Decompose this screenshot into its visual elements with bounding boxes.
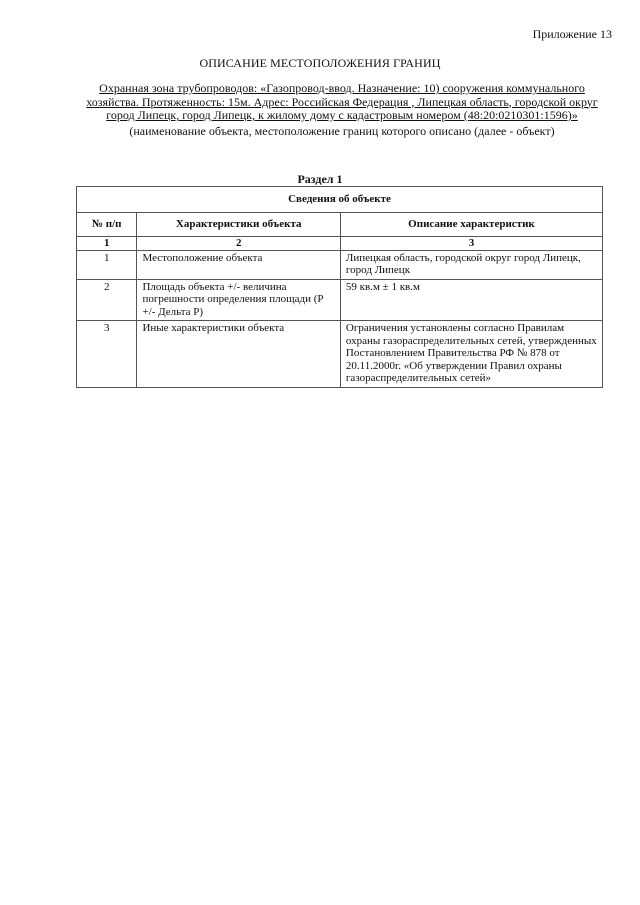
object-info-table	[76, 186, 603, 388]
column-header-description: Описание характеристик	[340, 213, 602, 237]
table-row	[77, 321, 603, 388]
appendix-label: Приложение 13	[532, 27, 612, 41]
row-characteristic: Местоположение объекта	[137, 250, 340, 279]
table-row	[77, 250, 603, 279]
table-header-row	[77, 213, 603, 237]
row-number: 3	[77, 321, 137, 388]
table-caption: Сведения об объекте	[77, 187, 603, 213]
object-description	[80, 82, 604, 138]
object-caption: (наименование объекта, местоположение границ которого описано (далее - объект)	[129, 123, 555, 138]
row-characteristic: Площадь объекта +/- величина погрешности определения площади (Р +/- Дельта Р)	[137, 279, 340, 321]
table-caption-row	[77, 187, 603, 213]
object-name: Охранная зона трубопроводов: «Газопровод-ввод. Назначение: 10) сооружения коммунального хозяйства. Протяженность: 15м. Адрес: Российская Федерация , Липецкая область, городской округ город Липецк, город Липецк, к жилому дому с кадастровым номером (48:20:0210301:1596)»	[86, 81, 598, 122]
table-row	[77, 279, 603, 321]
column-number-2: 2	[137, 237, 340, 251]
column-number-row	[77, 237, 603, 251]
document-title: ОПИСАНИЕ МЕСТОПОЛОЖЕНИЯ ГРАНИЦ	[199, 56, 441, 70]
column-number-1: 1	[77, 237, 137, 251]
row-description: Ограничения установлены согласно Правилам охраны газораспределительных сетей, утвержденных Постановлением Правительства РФ № 878 от 20.11.2000г. «Об утверждении Правил охраны газораспределительных сетей»	[340, 321, 602, 388]
row-characteristic: Иные характеристики объекта	[137, 321, 340, 388]
column-header-number: № п/п	[77, 213, 137, 237]
row-description: 59 кв.м ± 1 кв.м	[340, 279, 602, 321]
row-number: 1	[77, 250, 137, 279]
column-number-3: 3	[340, 237, 602, 251]
row-number: 2	[77, 279, 137, 321]
row-description: Липецкая область, городской округ город Липецк, город Липецк	[340, 250, 602, 279]
section-title: Раздел 1	[297, 172, 343, 186]
column-header-characteristic: Характеристики объекта	[137, 213, 340, 237]
